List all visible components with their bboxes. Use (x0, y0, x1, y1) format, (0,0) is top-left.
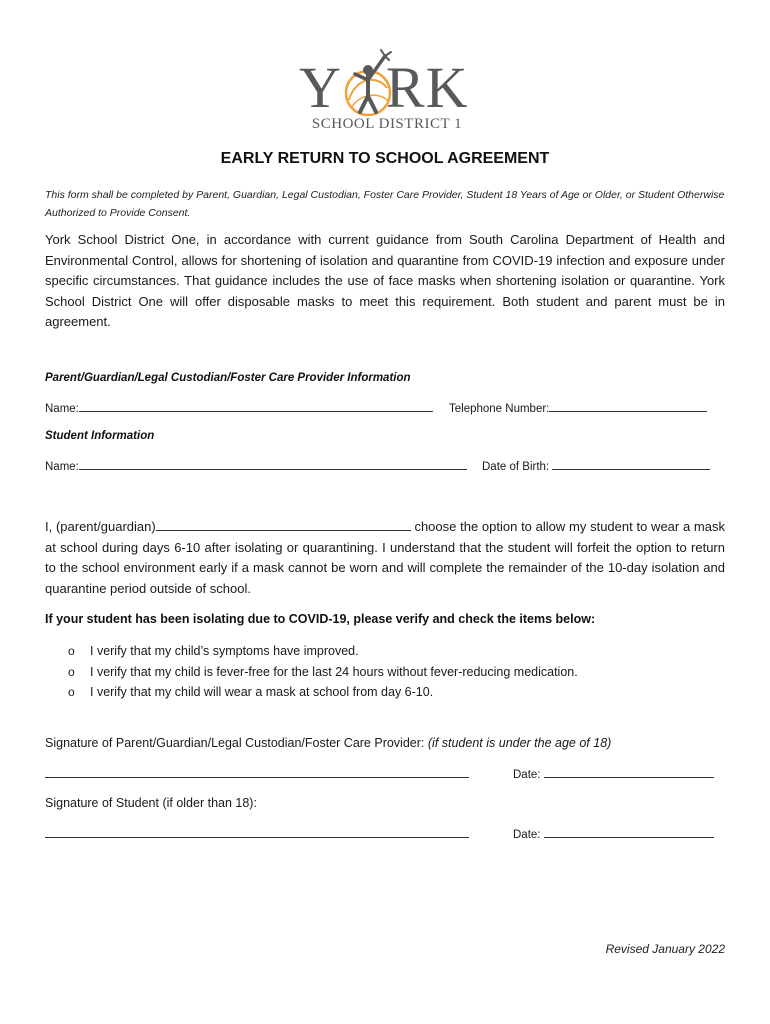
parent-signature-row (45, 766, 725, 781)
consent-lead: I, (parent/guardian) (45, 519, 156, 534)
student-section-heading: Student Information (45, 430, 155, 442)
checkbox-circle-icon[interactable]: o (68, 685, 75, 699)
checklist-item-text: I verify that my child is fever-free for the last 24 hours without fever-reducing medication. (90, 664, 578, 679)
parent-signature-label (45, 736, 611, 750)
checklist-item[interactable] (68, 641, 578, 662)
logo-letters-rk: RK (385, 55, 469, 120)
reaching-figure-icon (341, 48, 395, 118)
student-signature-row (45, 826, 725, 841)
consent-text: choose the option to allow my student to wear a mask at school during days 6-10 after isolating or quarantining. I understand that the student will forfeit the option to return to the school environment early if a mask cannot be worn and will complete the remainder of the 10-day isolation and quarantine period outside of school. (45, 519, 725, 596)
parent-signature-line[interactable] (45, 766, 469, 778)
logo-subtitle: SCHOOL DISTRICT 1 (311, 116, 463, 132)
student-info-row (45, 458, 725, 473)
verify-heading: If your student has been isolating due to COVID-19, please verify and check the items below: (45, 612, 596, 626)
student-date-line[interactable] (544, 826, 714, 838)
student-name-label: Name: (45, 461, 79, 473)
student-signature-label: Signature of Student (if older than 18): (45, 796, 257, 810)
parent-signature-note: (if student is under the age of 18) (427, 736, 612, 750)
checkbox-circle-icon[interactable]: o (68, 664, 75, 679)
student-name-line[interactable] (79, 458, 467, 470)
logo-letter-y: Y (299, 55, 342, 120)
guidance-paragraph: York School District One, in accordance with current guidance from South Carolina Department of Health and Environmental Control, allows for shortening of isolation and quarantine from COVID-19 infection and exposure under specific circumstances. That guidance includes the use of face masks when shortening isolation or quarantine. York School District One will offer disposable masks to meet this requirement. Both student and parent must be in agreement. (45, 232, 725, 329)
parent-section-heading: Parent/Guardian/Legal Custodian/Foster Care Provider Information (45, 372, 411, 384)
intro-note: This form shall be completed by Parent, Guardian, Legal Custodian, Foster Care Provider, Student 18 Years of Age or Older, or Student Otherwise Authorized to Provide Consent. (45, 189, 725, 219)
consent-paragraph (45, 517, 725, 599)
district-logo (285, 44, 485, 140)
checklist-item-text: I verify that my child will wear a mask at school from day 6-10. (90, 685, 434, 699)
parent-signature-label-text: Signature of Parent/Guardian/Legal Custodian/Foster Care Provider: (45, 736, 425, 750)
parent-guardian-name-line[interactable] (156, 519, 411, 531)
student-dob-line[interactable] (552, 458, 710, 470)
parent-name-line[interactable] (79, 400, 433, 412)
checklist-item-text: I verify that my child’s symptoms have improved. (90, 644, 359, 658)
parent-info-row (45, 400, 725, 415)
student-date-label: Date: (513, 829, 541, 841)
parent-phone-line[interactable] (549, 400, 707, 412)
parent-name-label: Name: (45, 403, 79, 415)
form-title: EARLY RETURN TO SCHOOL AGREEMENT (220, 150, 550, 167)
parent-date-label: Date: (513, 769, 541, 781)
parent-phone-label: Telephone Number: (449, 403, 550, 415)
revision-date: Revised January 2022 (605, 942, 725, 956)
verify-checklist (68, 641, 578, 703)
student-signature-line[interactable] (45, 826, 469, 838)
parent-date-line[interactable] (544, 766, 714, 778)
checklist-item[interactable] (68, 662, 578, 683)
checklist-item[interactable] (68, 682, 578, 703)
student-dob-label: Date of Birth: (482, 461, 550, 473)
checkbox-circle-icon[interactable]: o (68, 644, 75, 658)
